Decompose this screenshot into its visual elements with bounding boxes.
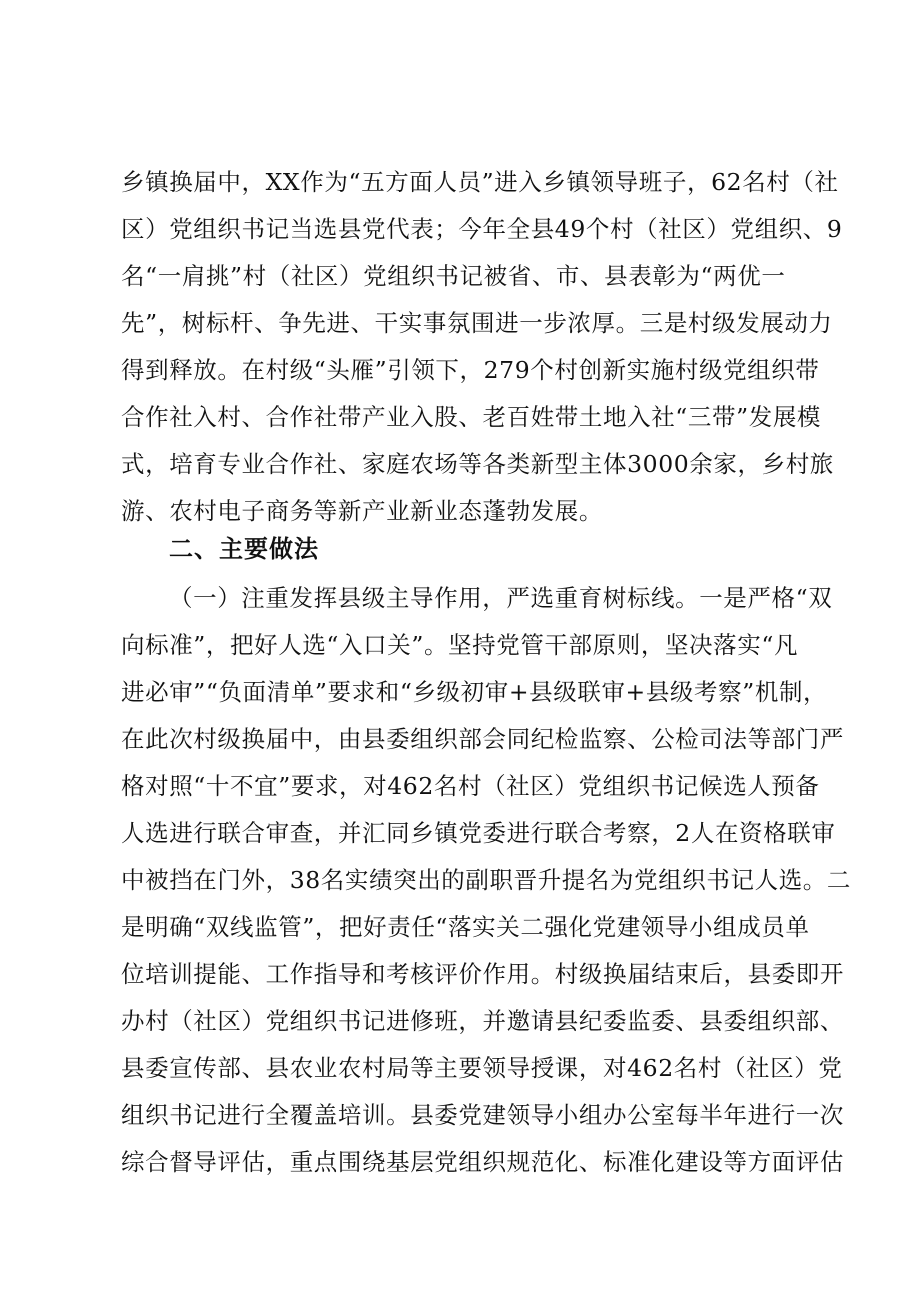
paragraph-line: （一）注重发挥县级主导作用，严选重育树标线。一是严格“双 <box>169 584 833 612</box>
paragraph-line: 在此次村级换届中，由县委组织部会同纪检监察、公检司法等部门严 <box>121 725 844 753</box>
paragraph-line: 位培训提能、工作指导和考核评价作用。村级换届结束后，县委即开 <box>121 960 844 988</box>
paragraph-line: 向标准”，把好人选“入口关”。坚持党管干部原则，坚决落实“凡 <box>121 631 799 659</box>
paragraph-line: 游、农村电子商务等新产业新业态蓬勃发展。 <box>121 497 603 525</box>
paragraph-line: 人选进行联合审查，并汇同乡镇党委进行联合考察，2人在资格联审 <box>121 819 836 847</box>
paragraph-line: 综合督导评估，重点围绕基层党组织规范化、标准化建设等方面评估 <box>121 1148 844 1176</box>
paragraph-line: 合作社入村、合作社带产业入股、老百姓带土地入社“三带”发展模 <box>121 403 822 431</box>
paragraph-line: 乡镇换届中，XX作为“五方面人员”进入乡镇领导班子，62名村（社 <box>121 168 839 196</box>
paragraph-line: 县委宣传部、县农业农村局等主要领导授课，对462名村（社区）党 <box>121 1054 843 1082</box>
paragraph-line: 区）党组织书记当选县党代表；今年全县49个村（社区）党组织、9 <box>121 215 843 243</box>
paragraph-line: 格对照“十不宜”要求，对462名村（社区）党组织书记候选人预备 <box>121 772 820 800</box>
paragraph-line: 组织书记进行全覆盖培训。县委党建领导小组办公室每半年进行一次 <box>121 1101 844 1129</box>
paragraph-line: 是明确“双线监管”，把好责任“落实关二强化党建领导小组成员单 <box>121 913 810 941</box>
paragraph-line: 得到释放。在村级“头雁”引领下，279个村创新实施村级党组织带 <box>121 356 820 384</box>
paragraph-line: 中被挡在门外，38名实绩突出的副职晋升提名为党组织书记人选。二 <box>121 866 852 894</box>
paragraph-line: 办村（社区）党组织书记进修班，并邀请县纪委监委、县委组织部、 <box>121 1007 844 1035</box>
paragraph-line: 式，培育专业合作社、家庭农场等各类新型主体3000余家，乡村旅 <box>121 450 834 478</box>
paragraph-line: 先”，树标杆、争先进、干实事氛围进一步浓厚。三是村级发展动力 <box>121 309 833 337</box>
paragraph-line: 名“一肩挑”村（社区）党组织书记被省、市、县表彰为“两优一 <box>121 262 786 290</box>
paragraph-line: 进必审”“负面清单”要求和“乡级初审+县级联审+县级考察”机制， <box>121 678 828 706</box>
section-heading: 二、主要做法 <box>169 535 319 563</box>
